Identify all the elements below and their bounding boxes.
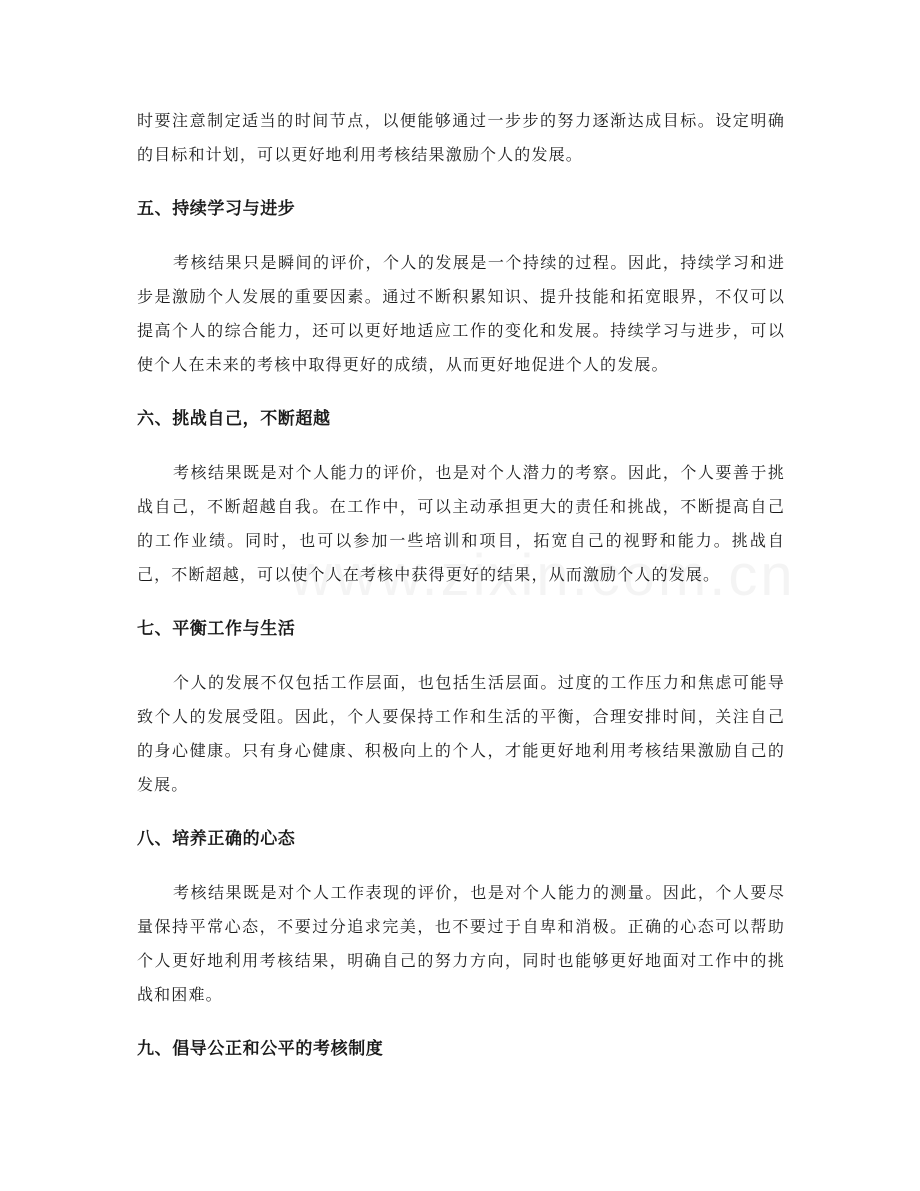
section-8-paragraph: 考核结果既是对个人工作表现的评价，也是对个人能力的测量。因此，个人要尽量保持平常心态，不要过分追求完美，也不要过于自卑和消极。正确的心态可以帮助个人更好地利用考核结果，明确自己的努力方向，同时也能够更好地面对工作中的挑战和困难。 — [137, 883, 785, 1004]
section-5-paragraph: 考核结果只是瞬间的评价，个人的发展是一个持续的过程。因此，持续学习和进步是激励个人发展的重要因素。通过不断积累知识、提升技能和拓宽眼界，不仅可以提高个人的综合能力，还可以更好地适应工作的变化和发展。持续学习与进步，可以使个人在未来的考核中取得更好的成绩，从而更好地促进个人的发展。 — [137, 253, 785, 374]
section-6-paragraph: 考核结果既是对个人能力的评价，也是对个人潜力的考察。因此，个人要善于挑战自己，不断超越自我。在工作中，可以主动承担更大的责任和挑战，不断提高自己的工作业绩。同时，也可以参加一些培训和项目，拓宽自己的视野和能力。挑战自己，不断超越，可以使个人在考核中获得更好的结果，从而激励个人的发展。 — [137, 463, 785, 584]
document-body — [137, 104, 785, 1086]
section-9-heading: 九、倡导公正和公平的考核制度 — [137, 1039, 384, 1059]
section-7-paragraph: 个人的发展不仅包括工作层面，也包括生活层面。过度的工作压力和焦虑可能导致个人的发展受阻。因此，个人要保持工作和生活的平衡，合理安排时间，关注自己的身心健康。只有身心健康、积极向上的个人，才能更好地利用考核结果激励自己的发展。 — [137, 673, 785, 794]
section-8-heading: 八、培养正确的心态 — [137, 829, 296, 849]
intro-paragraph: 时要注意制定适当的时间节点，以便能够通过一步步的努力逐渐达成目标。设定明确的目标和计划，可以更好地利用考核结果激励个人的发展。 — [137, 111, 785, 164]
section-7-heading: 七、平衡工作与生活 — [137, 619, 296, 639]
section-6-heading: 六、挑战自己，不断超越 — [137, 409, 331, 429]
section-5-heading: 五、持续学习与进步 — [137, 199, 296, 219]
